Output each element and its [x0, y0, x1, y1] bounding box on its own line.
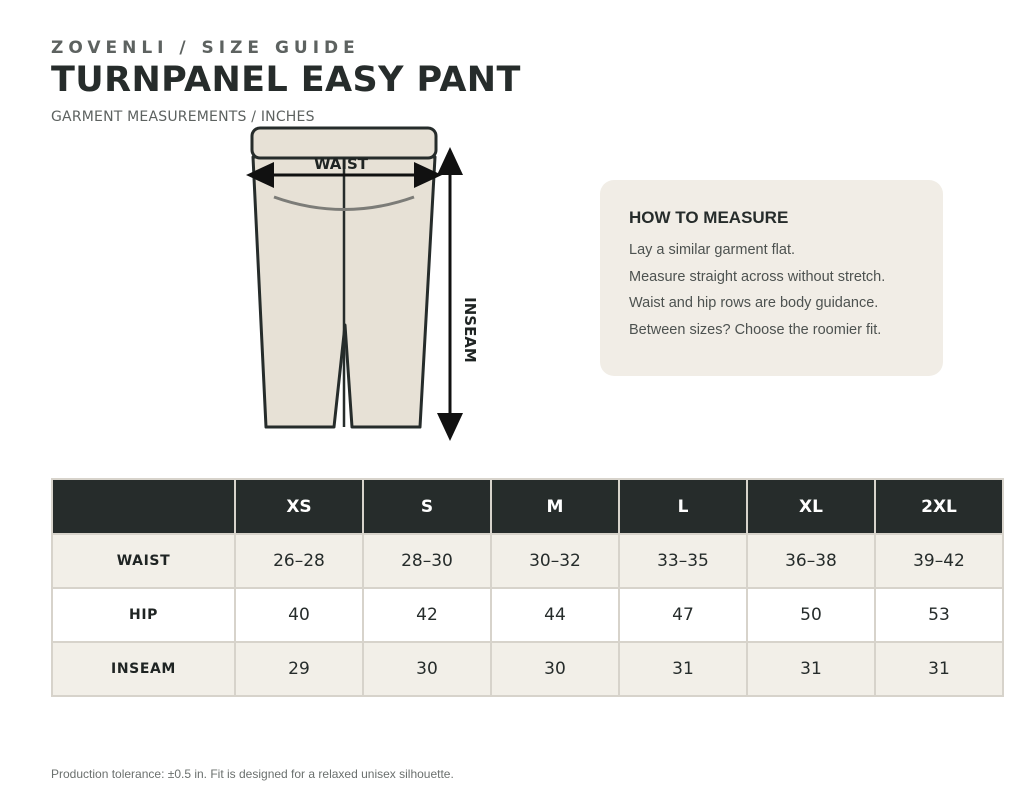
measure-instruction: Lay a similar garment flat.: [629, 242, 796, 258]
row-label-hip: HIP: [52, 588, 235, 642]
table-cell: 28–30: [363, 534, 491, 588]
table-cell: 42: [363, 588, 491, 642]
table-cell: 53: [875, 588, 1003, 642]
table-cell: 30: [363, 642, 491, 696]
brand-line: ZOVENLI / SIZE GUIDE: [51, 38, 360, 58]
inseam-arrow: [437, 147, 463, 441]
table-cell: 30–32: [491, 534, 619, 588]
inseam-label: INSEAM: [461, 297, 479, 363]
table-cell: 47: [619, 588, 747, 642]
size-header-cell: XL: [747, 479, 875, 534]
size-header-row: [52, 479, 1003, 534]
table-cell: 31: [619, 642, 747, 696]
table-cell: 31: [875, 642, 1003, 696]
page-title: TURNPANEL EASY PANT: [51, 60, 521, 100]
table-cell: 30: [491, 642, 619, 696]
size-header-cell: L: [619, 479, 747, 534]
table-cell: 39–42: [875, 534, 1003, 588]
row-label-waist: WAIST: [52, 534, 235, 588]
table-row: [52, 642, 1003, 696]
table-cell: 31: [747, 642, 875, 696]
measure-instruction: Waist and hip rows are body guidance.: [629, 295, 879, 311]
measure-instruction: Between sizes? Choose the roomier fit.: [629, 321, 882, 338]
page-subtitle: GARMENT MEASUREMENTS / INCHES: [51, 109, 315, 125]
waist-label: WAIST: [313, 155, 369, 173]
table-row: [52, 588, 1003, 642]
footnote: Production tolerance: ±0.5 in. Fit is designed for a relaxed unisex silhouette.: [51, 767, 454, 781]
measure-instruction: Measure straight across without stretch.: [629, 268, 886, 285]
how-to-measure-title: HOW TO MEASURE: [629, 208, 789, 227]
size-header-cell: S: [363, 479, 491, 534]
table-row: [52, 534, 1003, 588]
size-header-cell: 2XL: [875, 479, 1003, 534]
table-cell: 33–35: [619, 534, 747, 588]
table-cell: 40: [235, 588, 363, 642]
table-cell: 29: [235, 642, 363, 696]
size-table: [51, 478, 1004, 697]
size-header-cell: XS: [235, 479, 363, 534]
row-label-inseam: INSEAM: [52, 642, 235, 696]
table-cell: 44: [491, 588, 619, 642]
table-cell: 26–28: [235, 534, 363, 588]
size-header-cell: M: [491, 479, 619, 534]
table-cell: 50: [747, 588, 875, 642]
header-blank-cell: [52, 479, 235, 534]
how-to-measure-card: [600, 180, 943, 376]
table-cell: 36–38: [747, 534, 875, 588]
